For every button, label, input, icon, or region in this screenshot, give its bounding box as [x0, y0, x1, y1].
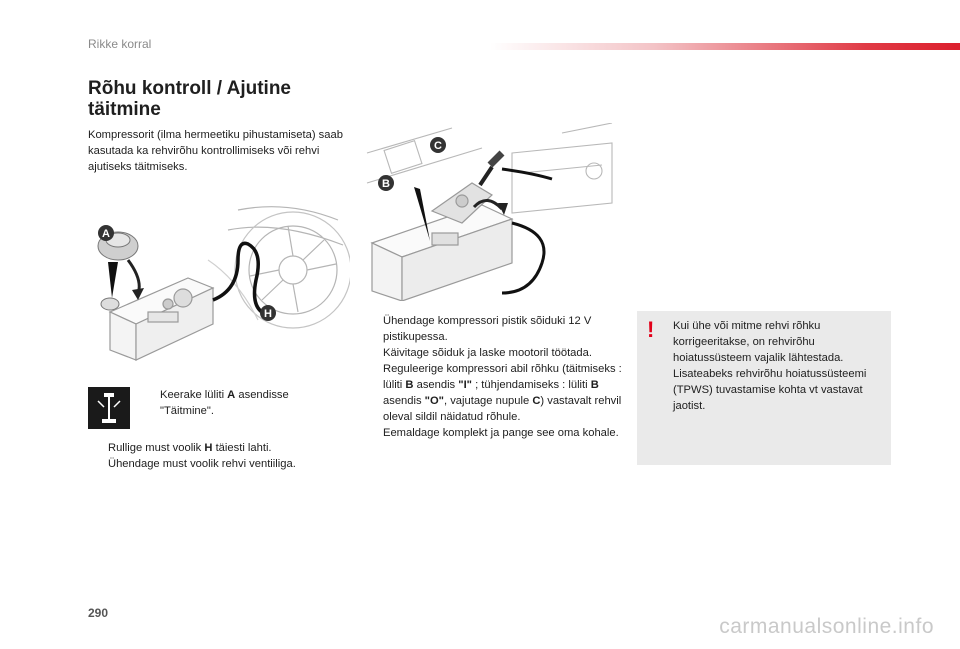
page-title: Rõhu kontroll / Ajutine täitmine	[88, 78, 291, 120]
figure-label-c: C	[434, 140, 442, 152]
warning-text: Kui ühe või mitme rehvi rõhku korrigeeritakse, on rehvirõhu hoiatussüsteem vajalik lähtestada. Lisateabeks rehvirõhu hoiatussüsteemi (TPWS) tuvastamise kohta vt vastavat jaotist.	[673, 320, 867, 412]
warning-box	[637, 311, 891, 465]
figure-compressor-plug	[362, 123, 618, 301]
section-title: Rikke korral	[88, 37, 152, 51]
compressor-step-list	[363, 313, 627, 441]
figure-label-h: H	[264, 308, 272, 320]
list-item: Keerake lüliti A asendisse "Täitmine".	[160, 389, 289, 417]
list-item: Rullige must voolik H täiesti lahti.	[108, 442, 272, 454]
warning-icon: !	[647, 317, 655, 342]
switch-step-list	[140, 387, 340, 419]
watermark: carmanualsonline.info	[719, 615, 934, 638]
list-item: Eemaldage komplekt ja pange see oma kohale.	[383, 427, 619, 439]
header-accent-bar	[490, 43, 960, 50]
list-item: Ühendage must voolik rehvi ventiiliga.	[108, 458, 296, 470]
list-item: Reguleerige kompressori abil rõhku (täitmiseks : lüliti B asendis "I" ; tühjendamiseks : lüliti B asendis "O", vajutage nupule C) vastavalt rehvil oleval sildil näidatud rõhule.	[383, 363, 622, 423]
page-number: 290	[88, 606, 109, 620]
intro-paragraph: Kompressorit (ilma hermeetiku pihustamiseta) saab kasutada ka rehvirõhu kontrollimiseks või rehvi ajutiseks täitmiseks.	[88, 129, 343, 173]
figure-compressor-wheel	[88, 200, 350, 362]
hose-step-list	[88, 440, 358, 472]
switch-position-icon	[88, 387, 130, 429]
figure-label-a: A	[102, 228, 110, 240]
figure-label-b: B	[382, 178, 390, 190]
list-item: Ühendage kompressori pistik sõiduki 12 V pistikupessa.	[383, 315, 592, 343]
list-item: Käivitage sõiduk ja laske mootoril töötada.	[383, 347, 592, 359]
